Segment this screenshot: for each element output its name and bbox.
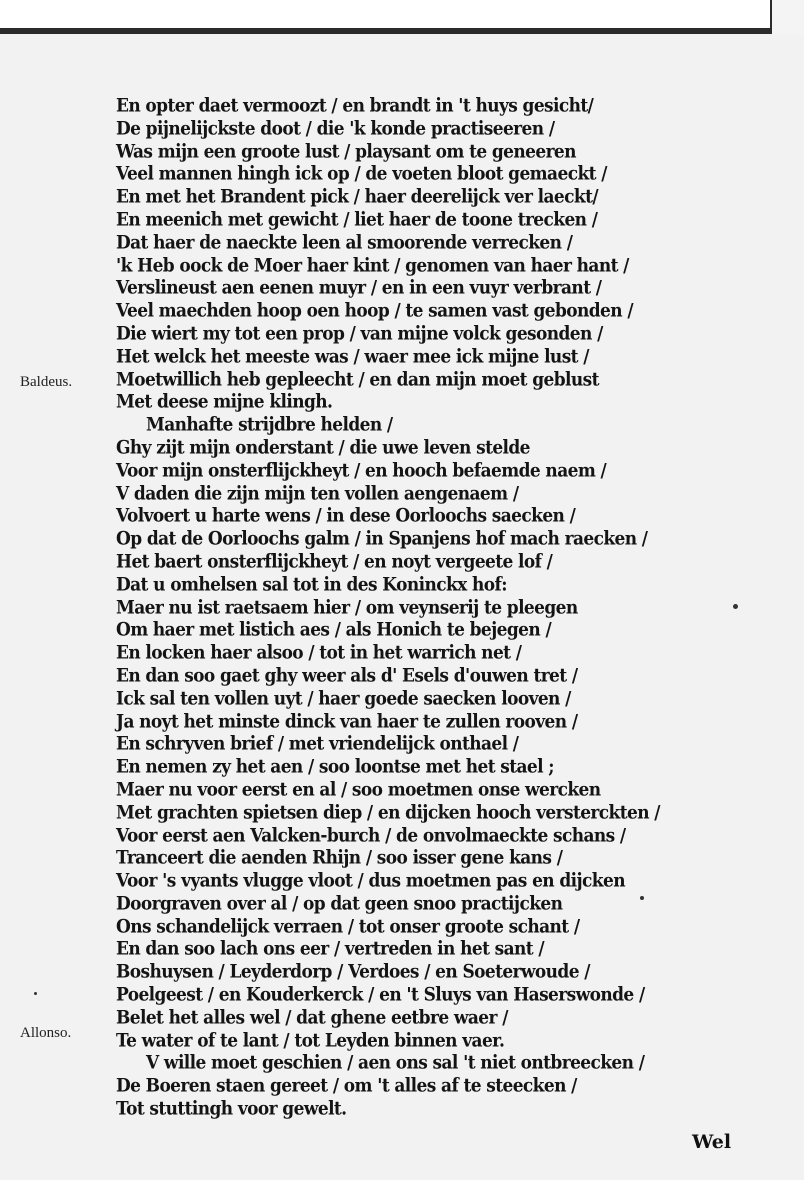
book-page — [0, 34, 804, 1180]
ink-speck — [640, 896, 644, 900]
verse-line: Het welck het meeste was / waer mee ick mijne lust / — [116, 345, 589, 368]
verse-line: En dan soo gaet ghy weer als d' Esels d'ouwen tret / — [116, 665, 578, 687]
verse-line: Met grachten spietsen diep / en dijcken hooch versterckten / — [116, 801, 660, 824]
verse-line: Doorgraven over al / op dat geen snoo practijcken — [116, 893, 563, 915]
verse-line: Dat haer de naeckte leen al smoorende verrecken / — [116, 231, 573, 254]
verse-line: En meenich met gewicht / liet haer de toone trecken / — [116, 209, 598, 231]
verse-line: Die wiert my tot een prop / van mijne volck gesonden / — [116, 323, 603, 345]
verse-line: Op dat de Oorloochs galm / in Spanjens hof mach raecken / — [116, 528, 648, 550]
verse-line: Voor eerst aen Valcken-burch / de onvolmaeckte schans / — [116, 824, 626, 847]
verse-line: Ja noyt het minste dinck van haer te zullen rooven / — [116, 710, 578, 733]
speaker-label-allonso: Allonso. — [20, 1025, 72, 1041]
verse-line: En nemen zy het aen / soo loontse met het stael ; — [116, 756, 554, 778]
verse-text — [116, 95, 752, 1121]
verse-line: Voor mijn onsterflijckheyt / en hooch befaemde naem / — [116, 459, 607, 482]
verse-line: Boshuysen / Leyderdorp / Verdoes / en Soeterwoude / — [116, 961, 590, 984]
catchword: Wel — [692, 1131, 732, 1153]
verse-line: Met deese mijne klingh. — [116, 391, 333, 414]
verse-line: Voor 's vyants vlugge vloot / dus moetmen pas en dijcken — [116, 870, 625, 892]
speaker-label-baldeus: Baldeus. — [20, 374, 73, 390]
verse-line: 'k Heb oock de Moer haer kint / genomen van haer hant / — [116, 254, 629, 277]
verse-line: Veel mannen hingh ick op / de voeten bloot gemaeckt / — [116, 163, 607, 186]
verse-line: Manhafte strijdbre helden / — [146, 414, 393, 436]
ink-speck — [733, 604, 738, 609]
verse-line: Tot stuttingh voor gewelt. — [116, 1098, 347, 1120]
verse-line: V wille moet geschien / aen ons sal 't niet ontbreecken / — [146, 1052, 645, 1075]
verse-line: Ons schandelijck verraen / tot onser groote schant / — [116, 915, 580, 938]
verse-line: De pijnelijckste doot / die 'k konde practiseeren / — [116, 117, 555, 140]
verse-line: En locken haer alsoo / tot in het warrich net / — [116, 642, 522, 664]
verse-line: Te water of te lant / tot Leyden binnen vaer. — [116, 1029, 505, 1052]
verse-line: Was mijn een groote lust / playsant om te geneeren — [116, 140, 576, 163]
verse-line: Verslineust aen eenen muyr / en in een vuyr verbrant / — [116, 277, 602, 300]
ink-speck — [34, 992, 37, 995]
verse-line: Tranceert die aenden Rhijn / soo isser gene kans / — [116, 847, 563, 870]
verse-line: V daden die zijn mijn ten vollen aengenaem / — [116, 482, 519, 505]
verse-line: En opter daet vermoozt / en brandt in 't huys gesicht/ — [116, 95, 594, 117]
verse-line: Volvoert u harte wens / in dese Oorloochs saecken / — [116, 505, 576, 528]
verse-line: Maer nu ist raetsaem hier / om veynserij te pleegen — [116, 596, 578, 619]
verse-line: Poelgeest / en Kouderkerck / en 't Sluys van Haserswonde / — [116, 984, 645, 1006]
verse-line: En met het Brandent pick / haer deerelijck ver laeckt/ — [116, 186, 598, 208]
verse-line: De Boeren staen gereet / om 't alles af te steecken / — [116, 1075, 577, 1098]
verse-line: Het baert onsterflijckheyt / en noyt vergeete lof / — [116, 551, 553, 573]
verse-line: Moetwillich heb gepleecht / en dan mijn moet geblust — [116, 368, 599, 391]
verse-line: Om haer met listich aes / als Honich te bejegen / — [116, 619, 552, 642]
scan-top-margin — [0, 0, 772, 30]
verse-line: Maer nu voor eerst en al / soo moetmen onse wercken — [116, 779, 601, 801]
verse-line: Dat u omhelsen sal tot in des Koninckx hof: — [116, 573, 507, 596]
verse-line: En dan soo lach ons eer / vertreden in het sant / — [116, 938, 544, 961]
verse-line: En schryven brief / met vriendelijck onthael / — [116, 733, 519, 756]
verse-line: Ghy zijt mijn onderstant / die uwe leven stelde — [116, 437, 530, 459]
verse-line: Veel maechden hoop oen hoop / te samen vast gebonden / — [116, 300, 633, 322]
verse-line: Belet het alles wel / dat ghene eetbre waer / — [116, 1007, 508, 1029]
verse-line: Ick sal ten vollen uyt / haer goede saecken looven / — [116, 687, 571, 710]
